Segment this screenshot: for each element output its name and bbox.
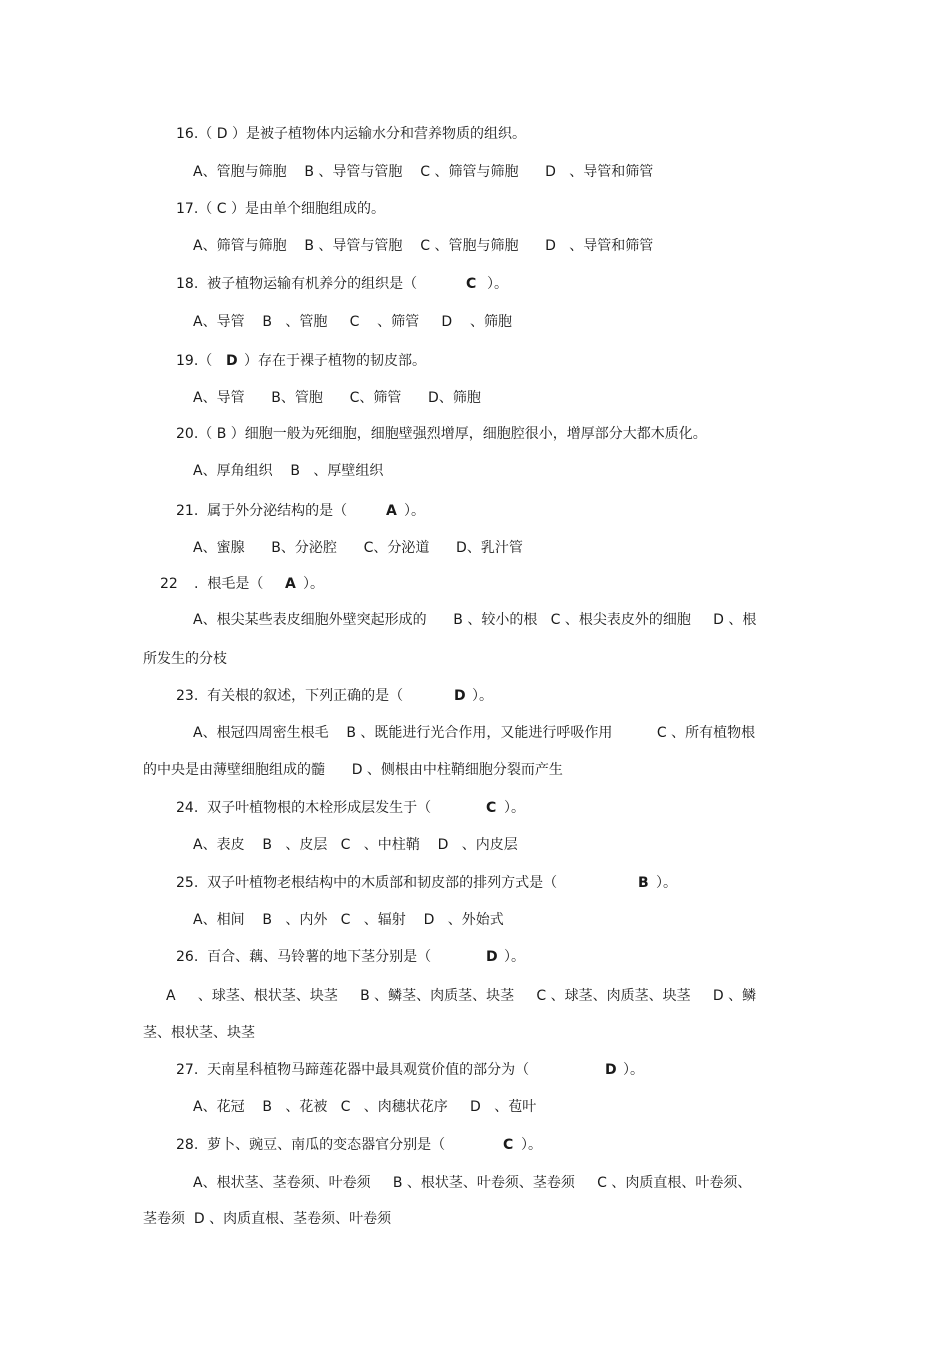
q24-stem: 24. 双子叶植物根的木栓形成层发生于（ bbox=[176, 800, 432, 816]
q25-stem: 25. 双子叶植物老根结构中的木质部和韧皮部的排列方式是（ bbox=[176, 875, 558, 891]
q18-stem: 18. 被子植物运输有机养分的组织是（ bbox=[176, 276, 418, 292]
q26-options-cont: 茎、根状茎、块茎 bbox=[143, 1025, 255, 1041]
q20-options: A、厚角组织 B 、厚壁组织 bbox=[193, 463, 384, 479]
q28-options-cont: 茎卷须 D 、肉质直根、茎卷须、叶卷须 bbox=[143, 1211, 392, 1227]
q22-stem: . 根毛是（ bbox=[194, 576, 264, 592]
q20-stem: 20.（ B ）细胞一般为死细胞，细胞壁强烈增厚，细胞腔很小，增厚部分大都木质化。 bbox=[176, 426, 707, 442]
q25-answer: B bbox=[638, 875, 649, 891]
q19-stem: 19.（ bbox=[176, 353, 213, 369]
q24-answer: C bbox=[486, 800, 497, 816]
q16-stem: 16.（ D ）是被子植物体内运输水分和营养物质的组织。 bbox=[176, 126, 526, 142]
q27-stem-end: ）。 bbox=[623, 1062, 644, 1078]
q27-answer: D bbox=[605, 1062, 617, 1078]
q18-options: A、导管 B 、管胞 C 、筛管 D 、筛胞 bbox=[193, 314, 512, 330]
q22-answer: A bbox=[285, 576, 296, 592]
q19-answer: D bbox=[226, 353, 238, 369]
q26-stem: 26. 百合、藕、马铃薯的地下茎分别是（ bbox=[176, 949, 432, 965]
q23-answer: D bbox=[454, 688, 466, 704]
q17-stem: 17.（ C ）是由单个细胞组成的。 bbox=[176, 201, 385, 217]
q21-stem-end: ）。 bbox=[404, 503, 425, 519]
q22-options-cont: 所发生的分枝 bbox=[143, 651, 227, 667]
q22-stem-end: ）。 bbox=[303, 576, 324, 592]
q27-options: A、花冠 B 、花被 C 、肉穗状花序 D 、苞叶 bbox=[193, 1099, 537, 1115]
q24-stem-end: ）。 bbox=[504, 800, 525, 816]
q26-options: A 、球茎、根状茎、块茎 B 、鳞茎、肉质茎、块茎 C 、球茎、肉质茎、块茎 D 、鳞 bbox=[166, 988, 757, 1004]
q23-options-cont: 的中央是由薄壁细胞组成的髓 D 、侧根由中柱鞘细胞分裂而产生 bbox=[143, 762, 563, 778]
q21-stem: 21. 属于外分泌结构的是（ bbox=[176, 503, 348, 519]
q22-number: 22 bbox=[160, 576, 178, 592]
q25-options: A、相间 B 、内外 C 、辐射 D 、外始式 bbox=[193, 912, 504, 928]
q18-answer: C bbox=[466, 276, 477, 292]
q21-answer: A bbox=[386, 503, 397, 519]
q27-stem: 27. 天南星科植物马蹄莲花器中最具观赏价值的部分为（ bbox=[176, 1062, 530, 1078]
q28-answer: C bbox=[503, 1137, 514, 1153]
q18-stem-end: ）。 bbox=[487, 276, 508, 292]
q19-options: A、导管 B、管胞 C、筛管 D、筛胞 bbox=[193, 390, 481, 406]
q23-options: A、根冠四周密生根毛 B 、既能进行光合作用，又能进行呼吸作用 C 、所有植物根 bbox=[193, 725, 756, 741]
q28-stem: 28. 萝卜、豌豆、南瓜的变态器官分别是（ bbox=[176, 1137, 446, 1153]
q16-options: A、管胞与筛胞 B 、导管与管胞 C 、筛管与筛胞 D 、导管和筛管 bbox=[193, 164, 654, 180]
q23-stem-end: ）。 bbox=[472, 688, 493, 704]
q28-options: A、根状茎、茎卷须、叶卷须 B 、根状茎、叶卷须、茎卷须 C 、肉质直根、叶卷须、 bbox=[193, 1175, 752, 1191]
q26-answer: D bbox=[486, 949, 498, 965]
q22-options: A、根尖某些表皮细胞外壁突起形成的 B 、较小的根 C 、根尖表皮外的细胞 D 、根 bbox=[193, 612, 757, 628]
q21-options: A、蜜腺 B、分泌腔 C、分泌道 D、乳汁管 bbox=[193, 540, 523, 556]
q26-stem-end: ）。 bbox=[504, 949, 525, 965]
q28-stem-end: ）。 bbox=[521, 1137, 542, 1153]
q17-options: A、筛管与筛胞 B 、导管与管胞 C 、管胞与筛胞 D 、导管和筛管 bbox=[193, 238, 654, 254]
q19-stem-end: ）存在于裸子植物的韧皮部。 bbox=[244, 353, 426, 369]
q23-stem: 23. 有关根的叙述，下列正确的是（ bbox=[176, 688, 404, 704]
q25-stem-end: ）。 bbox=[656, 875, 677, 891]
q24-options: A、表皮 B 、皮层 C 、中柱鞘 D 、内皮层 bbox=[193, 837, 518, 853]
